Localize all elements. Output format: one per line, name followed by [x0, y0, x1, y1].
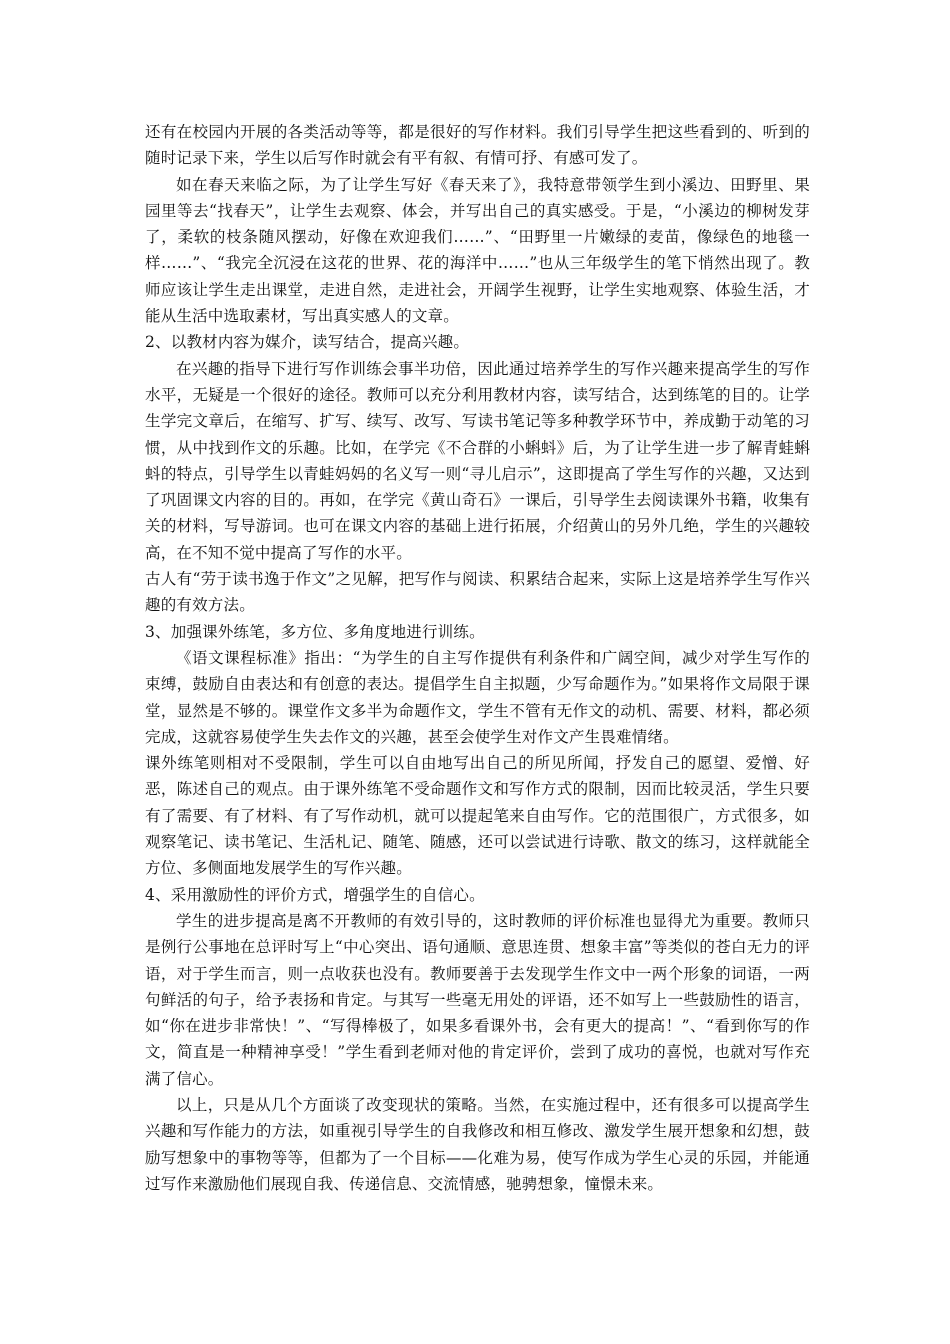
section-heading-4: 4、采用激励性的评价方式，增强学生的自信心。 — [145, 885, 485, 904]
paragraph-5: 《语文课程标准》指出：“为学生的自主写作提供有利条件和广阔空间，减少对学生写作的束缚，鼓励自由表达和有创意的表达。提倡学生自主拟题，少写命题作为。”如果将作文局限于课堂，显然是不够的。课堂作文多半为命题作文，学生不管有无作文的动机、需要、材料，都必须完成，这就容易使学生失去作文的兴趣，甚至会使学生对作文产生畏难情绪。 — [145, 648, 810, 746]
paragraph-7: 学生的进步提高是离不开教师的有效引导的，这时教师的评价标准也显得尤为重要。教师只是例行公事地在总评时写上“中心突出、语句通顺、意思连贯、想象丰富”等类似的苍白无力的评语，对于学生而言，则一点收获也没有。教师要善于去发现学生作文中一两个形象的词语，一两句鲜活的句子，给予表扬和肯定。与其写一些毫无用处的评语，还不如写上一些鼓励性的语言，如“你在进步非常快！”、“写得棒极了，如果多看课外书，会有更大的提高！”、“看到你写的作文，简直是一种精神享受！”学生看到老师对他的肯定评价，尝到了成功的喜悦，也就对写作充满了信心。 — [145, 911, 810, 1088]
document-body — [145, 119, 810, 1197]
paragraph-1: 还有在校园内开展的各类活动等等，都是很好的写作材料。我们引导学生把这些看到的、听到的随时记录下来，学生以后写作时就会有平有叙、有情可抒、有感可发了。 — [145, 123, 810, 168]
paragraph-2: 如在春天来临之际，为了让学生写好《春天来了》，我特意带领学生到小溪边、田野里、果园里等去“找春天”，让学生去观察、体会，并写出自己的真实感受。于是，“小溪边的柳树发芽了，柔软的枝条随风摆动，好像在欢迎我们……”、“田野里一片嫩绿的麦苗，像绿色的地毯一样……”、“我完全沉浸在这花的世界、花的海洋中……”也从三年级学生的笔下悄然出现了。教师应该让学生走出课堂，走进自然，走进社会，开阔学生视野，让学生实地观察、体验生活，才能从生活中选取素材，写出真实感人的文章。 — [145, 175, 810, 326]
paragraph-4: 古人有“劳于读书逸于作文”之见解，把写作与阅读、积累结合起来，实际上这是培养学生写作兴趣的有效方法。 — [145, 570, 810, 615]
paragraph-6: 课外练笔则相对不受限制，学生可以自由地写出自己的所见所闻，抒发自己的愿望、爱憎、好恶，陈述自己的观点。由于课外练笔不受命题作文和写作方式的限制，因而比较灵活，学生只要有了需要、有了材料、有了写作动机，就可以提起笔来自由写作。它的范围很广，方式很多，如观察笔记、读书笔记、生活札记、随笔、随感，还可以尝试进行诗歌、散文的练习，这样就能全方位、多侧面地发展学生的写作兴趣。 — [145, 754, 810, 878]
section-heading-2: 2、以教材内容为媒介，读写结合，提高兴趣。 — [145, 333, 470, 352]
paragraph-3: 在兴趣的指导下进行写作训练会事半功倍，因此通过培养学生的写作兴趣来提高学生的写作水平，无疑是一个很好的途径。教师可以充分利用教材内容，读写结合，达到练笔的目的。让学生学完文章后，在缩写、扩写、续写、改写、写读书笔记等多种教学环节中，养成勤于动笔的习惯，从中找到作文的乐趣。比如，在学完《不合群的小蝌蚪》后，为了让学生进一步了解青蛙蝌蚪的特点，引导学生以青蛙妈妈的名义写一则“寻儿启示”，这即提高了学生写作的兴趣，又达到了巩固课文内容的目的。再如，在学完《黄山奇石》一课后，引导学生去阅读课外书籍，收集有关的材料，写导游词。也可在课文内容的基础上进行拓展，介绍黄山的另外几绝，学生的兴趣较高，在不知不觉中提高了写作的水平。 — [145, 359, 810, 562]
paragraph-8: 以上，只是从几个方面谈了改变现状的策略。当然，在实施过程中，还有很多可以提高学生兴趣和写作能力的方法，如重视引导学生的自我修改和相互修改、激发学生展开想象和幻想，鼓励写想象中的事物等等，但都为了一个目标——化难为易，使写作成为学生心灵的乐园，并能通过写作来激励他们展现自我、传递信息、交流情感，驰骋想象，憧憬未来。 — [145, 1095, 810, 1193]
section-heading-3: 3、加强课外练笔，多方位、多角度地进行训练。 — [145, 622, 485, 641]
